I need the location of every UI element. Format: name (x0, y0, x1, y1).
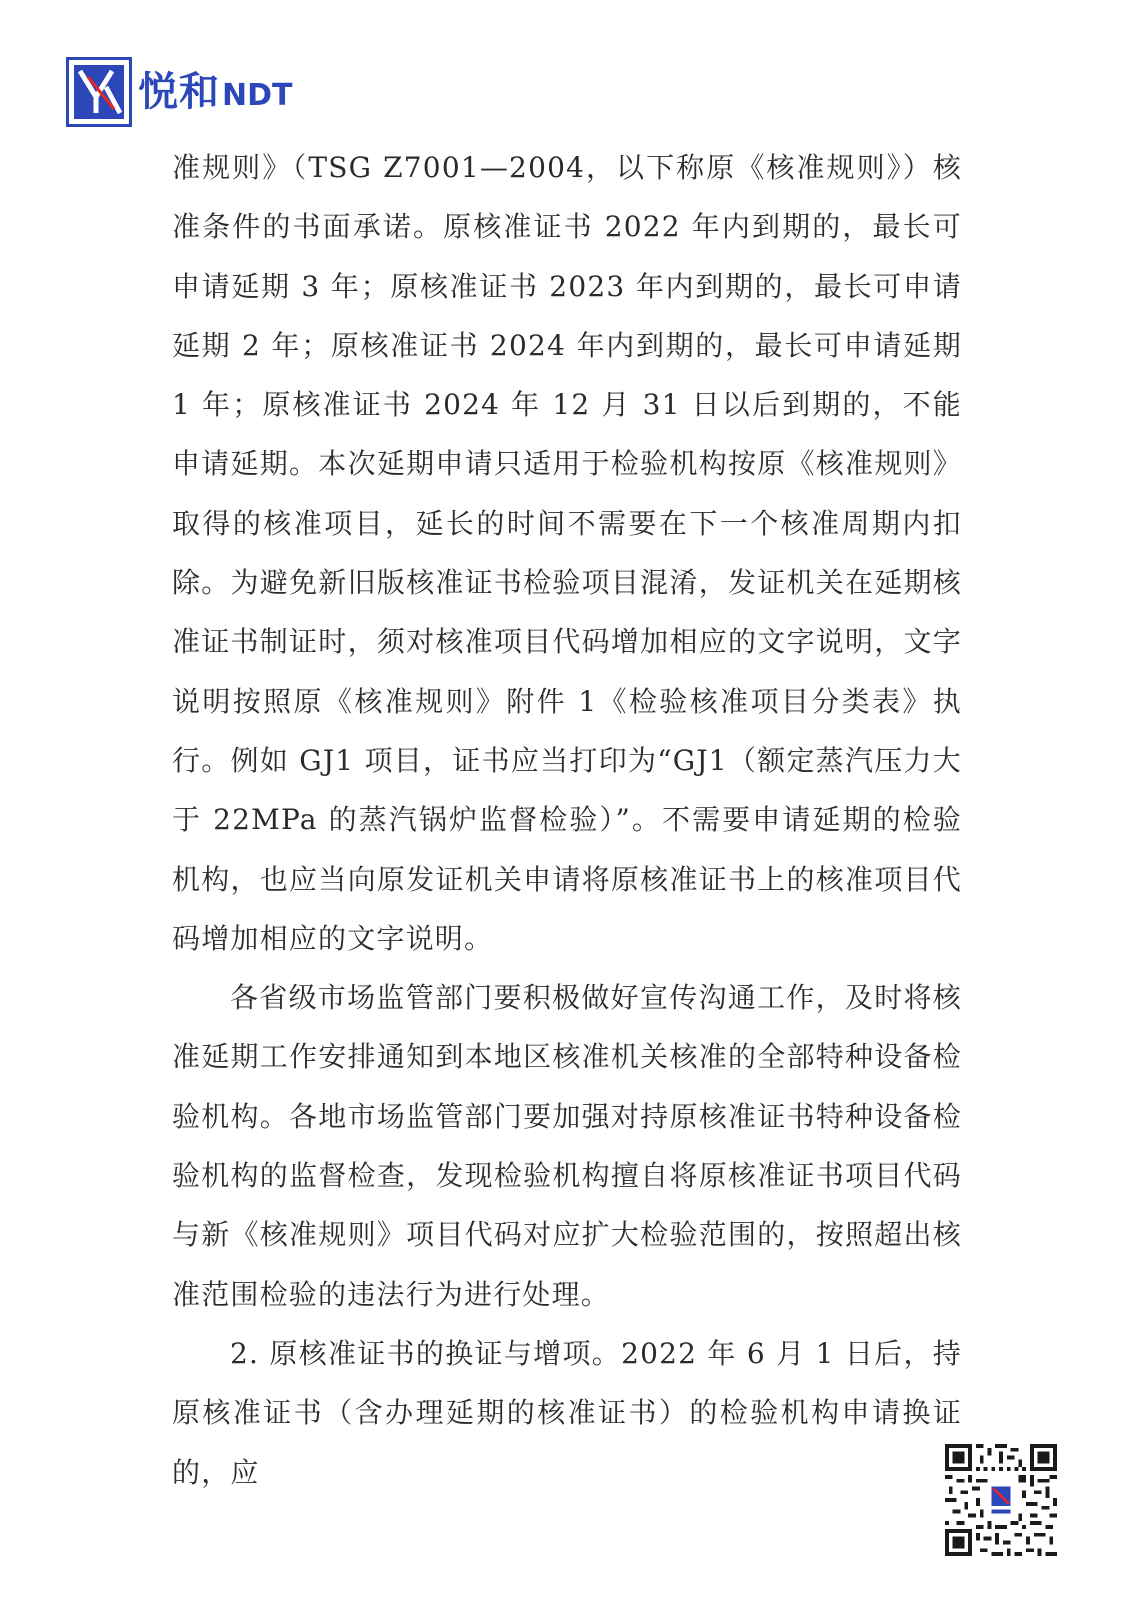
paragraph-2: 各省级市场监管部门要积极做好宣传沟通工作，及时将核准延期工作安排通知到本地区核准机关核准的全部特种设备检验机构。各地市场监管部门要加强对持原核准证书特种设备检验机构的监督检查，发现检验机构擅自将原核准证书项目代码与新《核准规则》项目代码对应扩大检验范围的，按照超出核准范围检验的违法行为进行处理。 (172, 981, 962, 1311)
logo-text-cn: 悦和 (138, 69, 220, 115)
document-body (172, 138, 962, 1502)
yuehe-logo-icon (66, 57, 132, 127)
qr-code-icon (945, 1444, 1057, 1556)
paragraph-3: 2. 原核准证书的换证与增项。2022 年 6 月 1 日后，持原核准证书（含办理延期的核准证书）的检验机构申请换证的，应 (172, 1336, 962, 1489)
paragraph-1: 准规则》（TSG Z7001—2004，以下称原《核准规则》）核准条件的书面承诺。原核准证书 2022 年内到期的，最长可申请延期 3 年；原核准证书 2023 年内到期的，最长可申请延期 2 年；原核准证书 2024 年内到期的，最长可申请延期 1 年；原核准证书 2024 年 12 月 31 日以后到期的，不能申请延期。本次延期申请只适用于检验机构按原《核准规则》取得的核准项目，延长的时间不需要在下一个核准周期内扣除。为避免新旧版核准证书检验项目混淆，发证机关在延期核准证书制证时，须对核准项目代码增加相应的文字说明，文字说明按照原《核准规则》附件 1《检验核准项目分类表》执行。例如 GJ1 项目，证书应当打印为“GJ1（额定蒸汽压力大于 22MPa 的蒸汽锅炉监督检验）”。不需要申请延期的检验机构，也应当向原发证机关申请将原核准证书上的核准项目代码增加相应的文字说明。 (172, 151, 962, 955)
brand-logo (66, 56, 292, 128)
logo-text-en: NDT (222, 78, 293, 113)
